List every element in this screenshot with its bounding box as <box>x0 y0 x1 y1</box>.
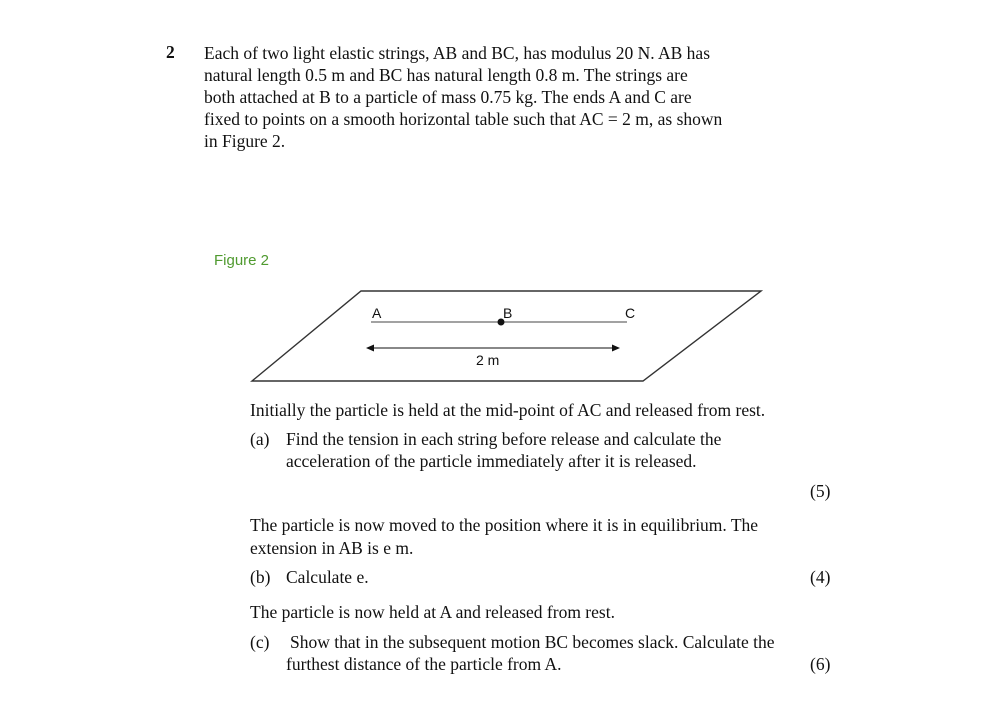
part-c-label: (c) <box>250 632 270 652</box>
intro-line-3: both attached at B to a particle of mass 0.75 kg. The ends A and C are <box>204 87 692 107</box>
label-b: B <box>503 305 513 321</box>
part-c-line-2: furthest distance of the particle from A. <box>286 654 562 674</box>
question-number: 2 <box>166 42 175 62</box>
part-a-marks: (5) <box>810 481 831 501</box>
part-c-marks: (6) <box>810 654 831 674</box>
label-a: A <box>372 305 382 321</box>
intro-line-1: Each of two light elastic strings, AB and BC, has modulus 20 N. AB has <box>204 43 711 63</box>
intro-line-5: in Figure 2. <box>204 131 286 151</box>
intro-line-2: natural length 0.5 m and BC has natural length 0.8 m. The strings are <box>204 65 688 85</box>
part-c-line-1: Show that in the subsequent motion BC becomes slack. Calculate the <box>290 632 775 652</box>
label-c: C <box>625 305 636 321</box>
figure-caption: Figure 2 <box>214 252 270 269</box>
release-text: The particle is now held at A and released from rest. <box>250 602 615 622</box>
part-a-label: (a) <box>250 429 270 449</box>
setup-text: Initially the particle is held at the mid-point of AC and released from rest. <box>250 400 766 420</box>
part-b-marks: (4) <box>810 567 831 587</box>
part-a-line-1: Find the tension in each string before release and calculate the <box>286 429 722 449</box>
part-a-line-2: acceleration of the particle immediately after it is released. <box>286 451 697 471</box>
part-b-text: Calculate e. <box>286 567 369 587</box>
part-b-label: (b) <box>250 567 271 587</box>
intro-line-4: fixed to points on a smooth horizontal table such that AC = 2 m, as shown <box>204 109 723 129</box>
distance-label: 2 m <box>476 352 500 368</box>
equilibrium-line-1: The particle is now moved to the position where it is in equilibrium. The <box>250 515 759 535</box>
equilibrium-line-2: extension in AB is e m. <box>250 538 414 558</box>
